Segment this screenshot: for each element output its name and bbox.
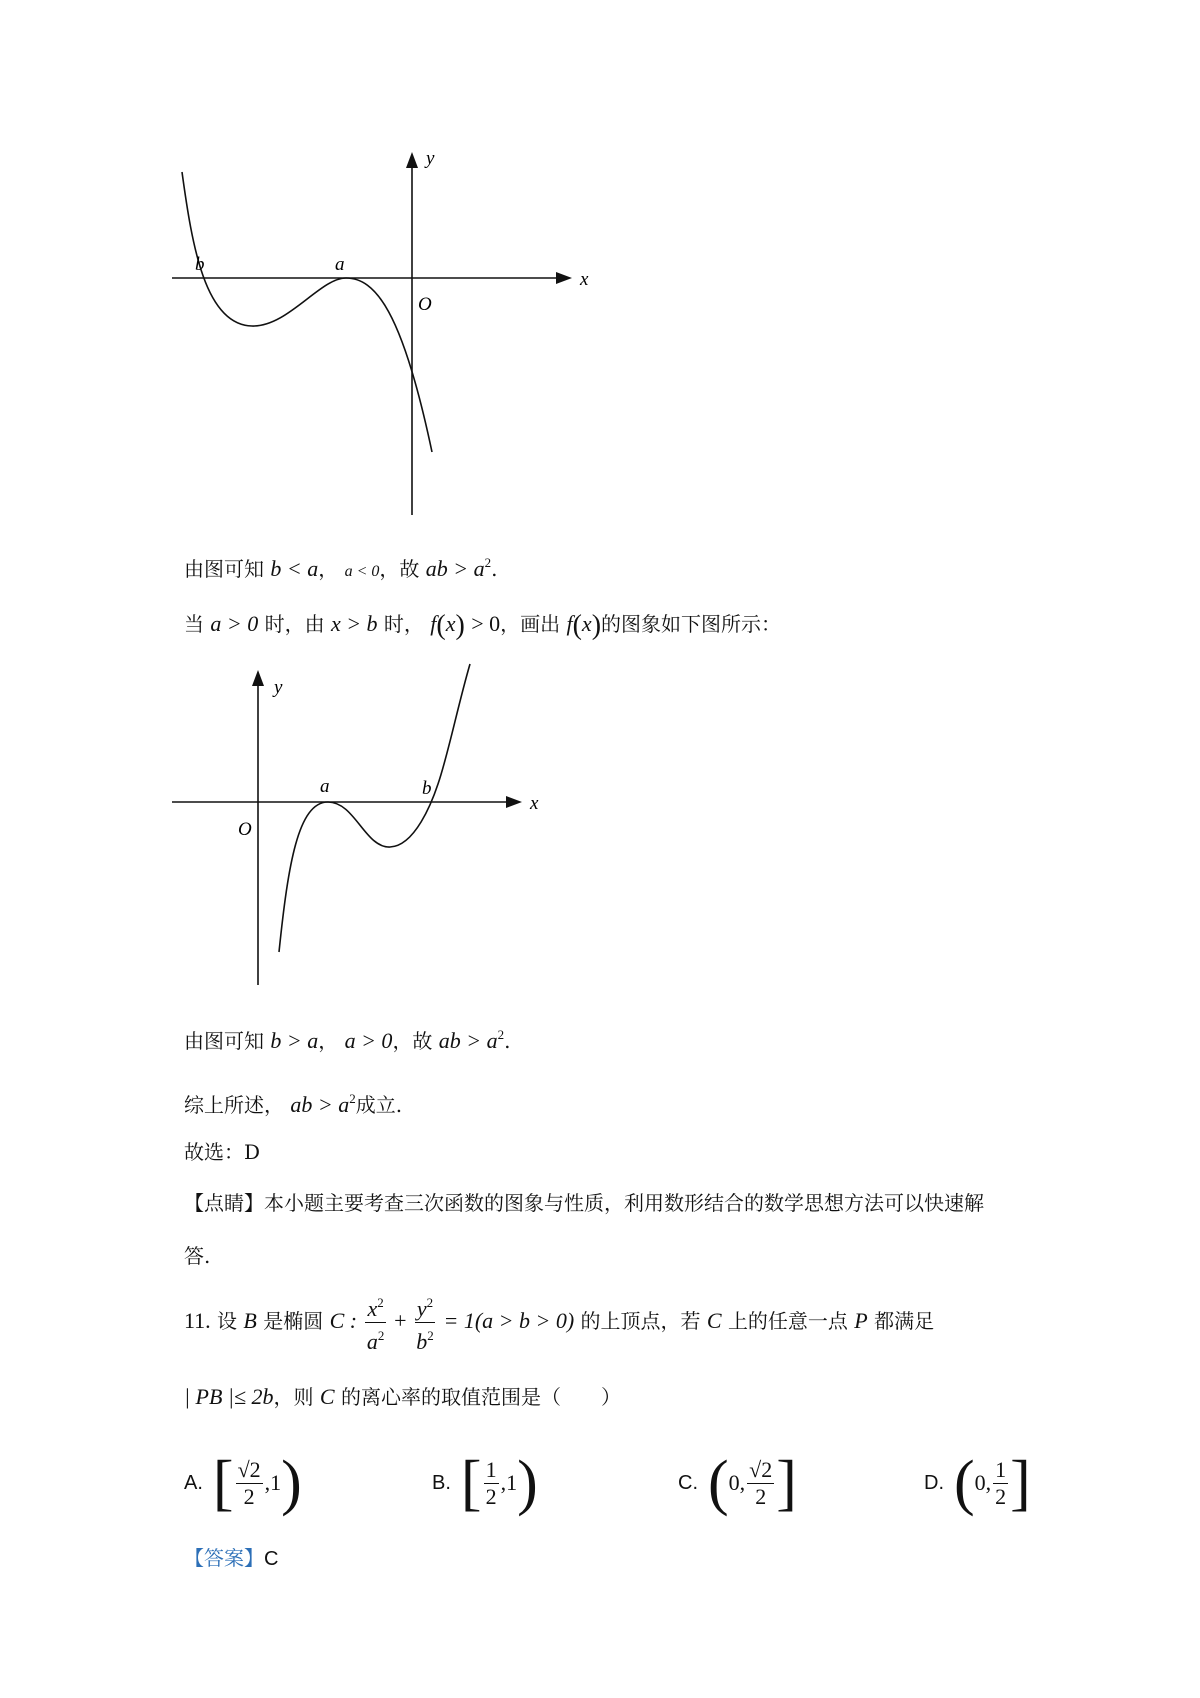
y-axis-label: y [426, 150, 435, 169]
x-axis-label: x [580, 269, 589, 290]
numerator: y [416, 1296, 427, 1321]
left-bracket: ( [708, 1449, 729, 1517]
text-span: 时， [383, 612, 424, 636]
origin-label: O [238, 819, 252, 840]
math-inequality: b < a [270, 556, 319, 581]
text-span: 都满足 [874, 1309, 935, 1333]
conclusion-line-1 [184, 551, 497, 584]
text-span: 的离心率的取值范围是（ ） [340, 1385, 621, 1409]
point-a-label: a [320, 776, 330, 797]
text-span: ，故 [379, 557, 420, 581]
denominator: 2 [243, 1483, 255, 1509]
x-axis-label: x [530, 793, 539, 814]
function-arg: x [581, 611, 592, 636]
text-span: 设 [217, 1309, 238, 1333]
left-bracket: [ [460, 1449, 482, 1517]
denominator: b [416, 1329, 428, 1354]
fraction [236, 1457, 263, 1510]
function-name: f [430, 611, 437, 636]
comment-line-end [184, 1244, 210, 1268]
fraction-x2-a2 [365, 1290, 385, 1355]
text-span: 【点睛】本小题主要考查三次函数的图象与性质，利用数形结合的数学思想方法可以快速解 [184, 1191, 984, 1215]
numerator: √2 [237, 1456, 261, 1482]
right-bracket: ) [281, 1449, 302, 1517]
math-var: C : [329, 1308, 358, 1333]
math-var: C [319, 1384, 335, 1409]
fraction [993, 1457, 1008, 1510]
text-span: ， [318, 557, 339, 581]
interval-start: 0, [974, 1470, 992, 1495]
numerator: 1 [485, 1456, 497, 1482]
numerator: x [367, 1296, 378, 1321]
exponent: 2 [484, 555, 492, 570]
math-inequality: | PB |≤ 2b [184, 1384, 274, 1409]
x-axis [172, 272, 572, 284]
right-bracket: ] [776, 1449, 797, 1517]
option-a[interactable] [184, 1443, 302, 1523]
operator: + [394, 1308, 407, 1333]
text-span: ，故 [392, 1029, 433, 1053]
denominator: 2 [755, 1483, 767, 1509]
x-axis [172, 796, 522, 808]
text-span: 综上所述， [184, 1093, 284, 1117]
math-equation: = 1(a > b > 0) [443, 1308, 575, 1333]
text-span: 的图象如下图所示： [601, 612, 782, 636]
text-span: ，画出 [500, 612, 561, 636]
math-var: B [243, 1308, 257, 1333]
fraction [484, 1457, 499, 1510]
cubic-graph-case-a-negative [170, 150, 590, 520]
interval-start: 0, [728, 1470, 746, 1495]
text-span: 时，由 [264, 612, 325, 636]
summary-line [184, 1087, 402, 1117]
left-bracket: ( [954, 1449, 975, 1517]
text-span: 故选：D [184, 1140, 261, 1164]
option-label: B. [432, 1471, 451, 1494]
y-axis [252, 670, 264, 985]
option-b[interactable] [432, 1443, 538, 1523]
text-span: 成立. [355, 1093, 403, 1117]
choice-line [184, 1140, 260, 1164]
text-span: 由图可知 [184, 1029, 264, 1053]
interval-end: ,1 [500, 1470, 518, 1495]
math-inequality: ab > a [438, 1028, 498, 1053]
origin-label: O [418, 294, 432, 315]
right-bracket: ] [1010, 1449, 1031, 1517]
question-number: 11. [184, 1308, 211, 1333]
answer-line [184, 1546, 278, 1571]
text-span: 由图可知 [184, 557, 264, 581]
question-11-stem [184, 1290, 934, 1355]
math-inequality: a < 0 [344, 563, 380, 580]
math-inequality: ab > a [290, 1092, 350, 1117]
denominator: a [366, 1329, 378, 1354]
option-label: C. [678, 1471, 698, 1494]
function-arg: x [445, 611, 456, 636]
option-d[interactable] [924, 1443, 1031, 1523]
numerator: 1 [995, 1456, 1007, 1482]
option-label: A. [184, 1471, 203, 1494]
math-inequality: a > 0 [344, 1028, 393, 1053]
comment-line [184, 1191, 984, 1215]
math-inequality: ab > a [425, 556, 485, 581]
math-inequality: x > b [330, 611, 378, 636]
text-span: 是椭圆 [263, 1309, 324, 1333]
question-11-condition [184, 1385, 621, 1409]
exponent: 2 [377, 1328, 385, 1343]
cubic-curve [279, 664, 470, 952]
denominator: 2 [995, 1483, 1007, 1509]
math-inequality: b > a [270, 1028, 319, 1053]
text-span: . [504, 1029, 511, 1053]
math-var: C [706, 1308, 722, 1333]
answer-tag: 【答案】 [184, 1546, 264, 1570]
numerator: √2 [749, 1456, 773, 1482]
exponent: 2 [427, 1328, 434, 1343]
math-inequality: > 0 [471, 611, 501, 636]
exponent: 2 [349, 1091, 356, 1106]
point-a-label: a [335, 254, 345, 275]
y-axis [406, 152, 418, 515]
case-line-2: 当 a > 0 时，由 x > b 时， f(x) > 0，画出 f(x)的图象如下图所示： [184, 610, 782, 641]
exponent: 2 [377, 1295, 384, 1310]
text-span: 上的任意一点 [727, 1309, 848, 1333]
fraction-y2-b2 [415, 1290, 435, 1355]
option-label: D. [924, 1471, 944, 1494]
exponent: 2 [426, 1295, 434, 1310]
text-span: . [491, 557, 498, 581]
left-bracket: [ [212, 1449, 234, 1517]
text-span: ，则 [273, 1385, 314, 1409]
point-b-label: b [195, 254, 205, 275]
right-bracket: ) [517, 1449, 538, 1517]
function-name: f [566, 611, 573, 636]
denominator: 2 [485, 1483, 497, 1509]
text-span: 当 [184, 612, 204, 636]
point-b-label: b [422, 778, 432, 799]
math-var: P [854, 1308, 868, 1333]
answer-value: C [264, 1548, 279, 1570]
interval-end: ,1 [264, 1470, 282, 1495]
exponent: 2 [497, 1027, 505, 1042]
fraction [747, 1457, 774, 1510]
y-axis-label: y [274, 677, 283, 698]
cubic-graph-case-a-positive [170, 660, 550, 990]
conclusion-line-3 [184, 1023, 511, 1053]
text-span: 答. [184, 1244, 211, 1268]
math-inequality: a > 0 [210, 611, 259, 636]
cubic-curve [182, 172, 432, 452]
text-span: ， [318, 1029, 339, 1053]
text-span: 的上顶点，若 [580, 1309, 701, 1333]
option-c[interactable] [678, 1443, 797, 1523]
